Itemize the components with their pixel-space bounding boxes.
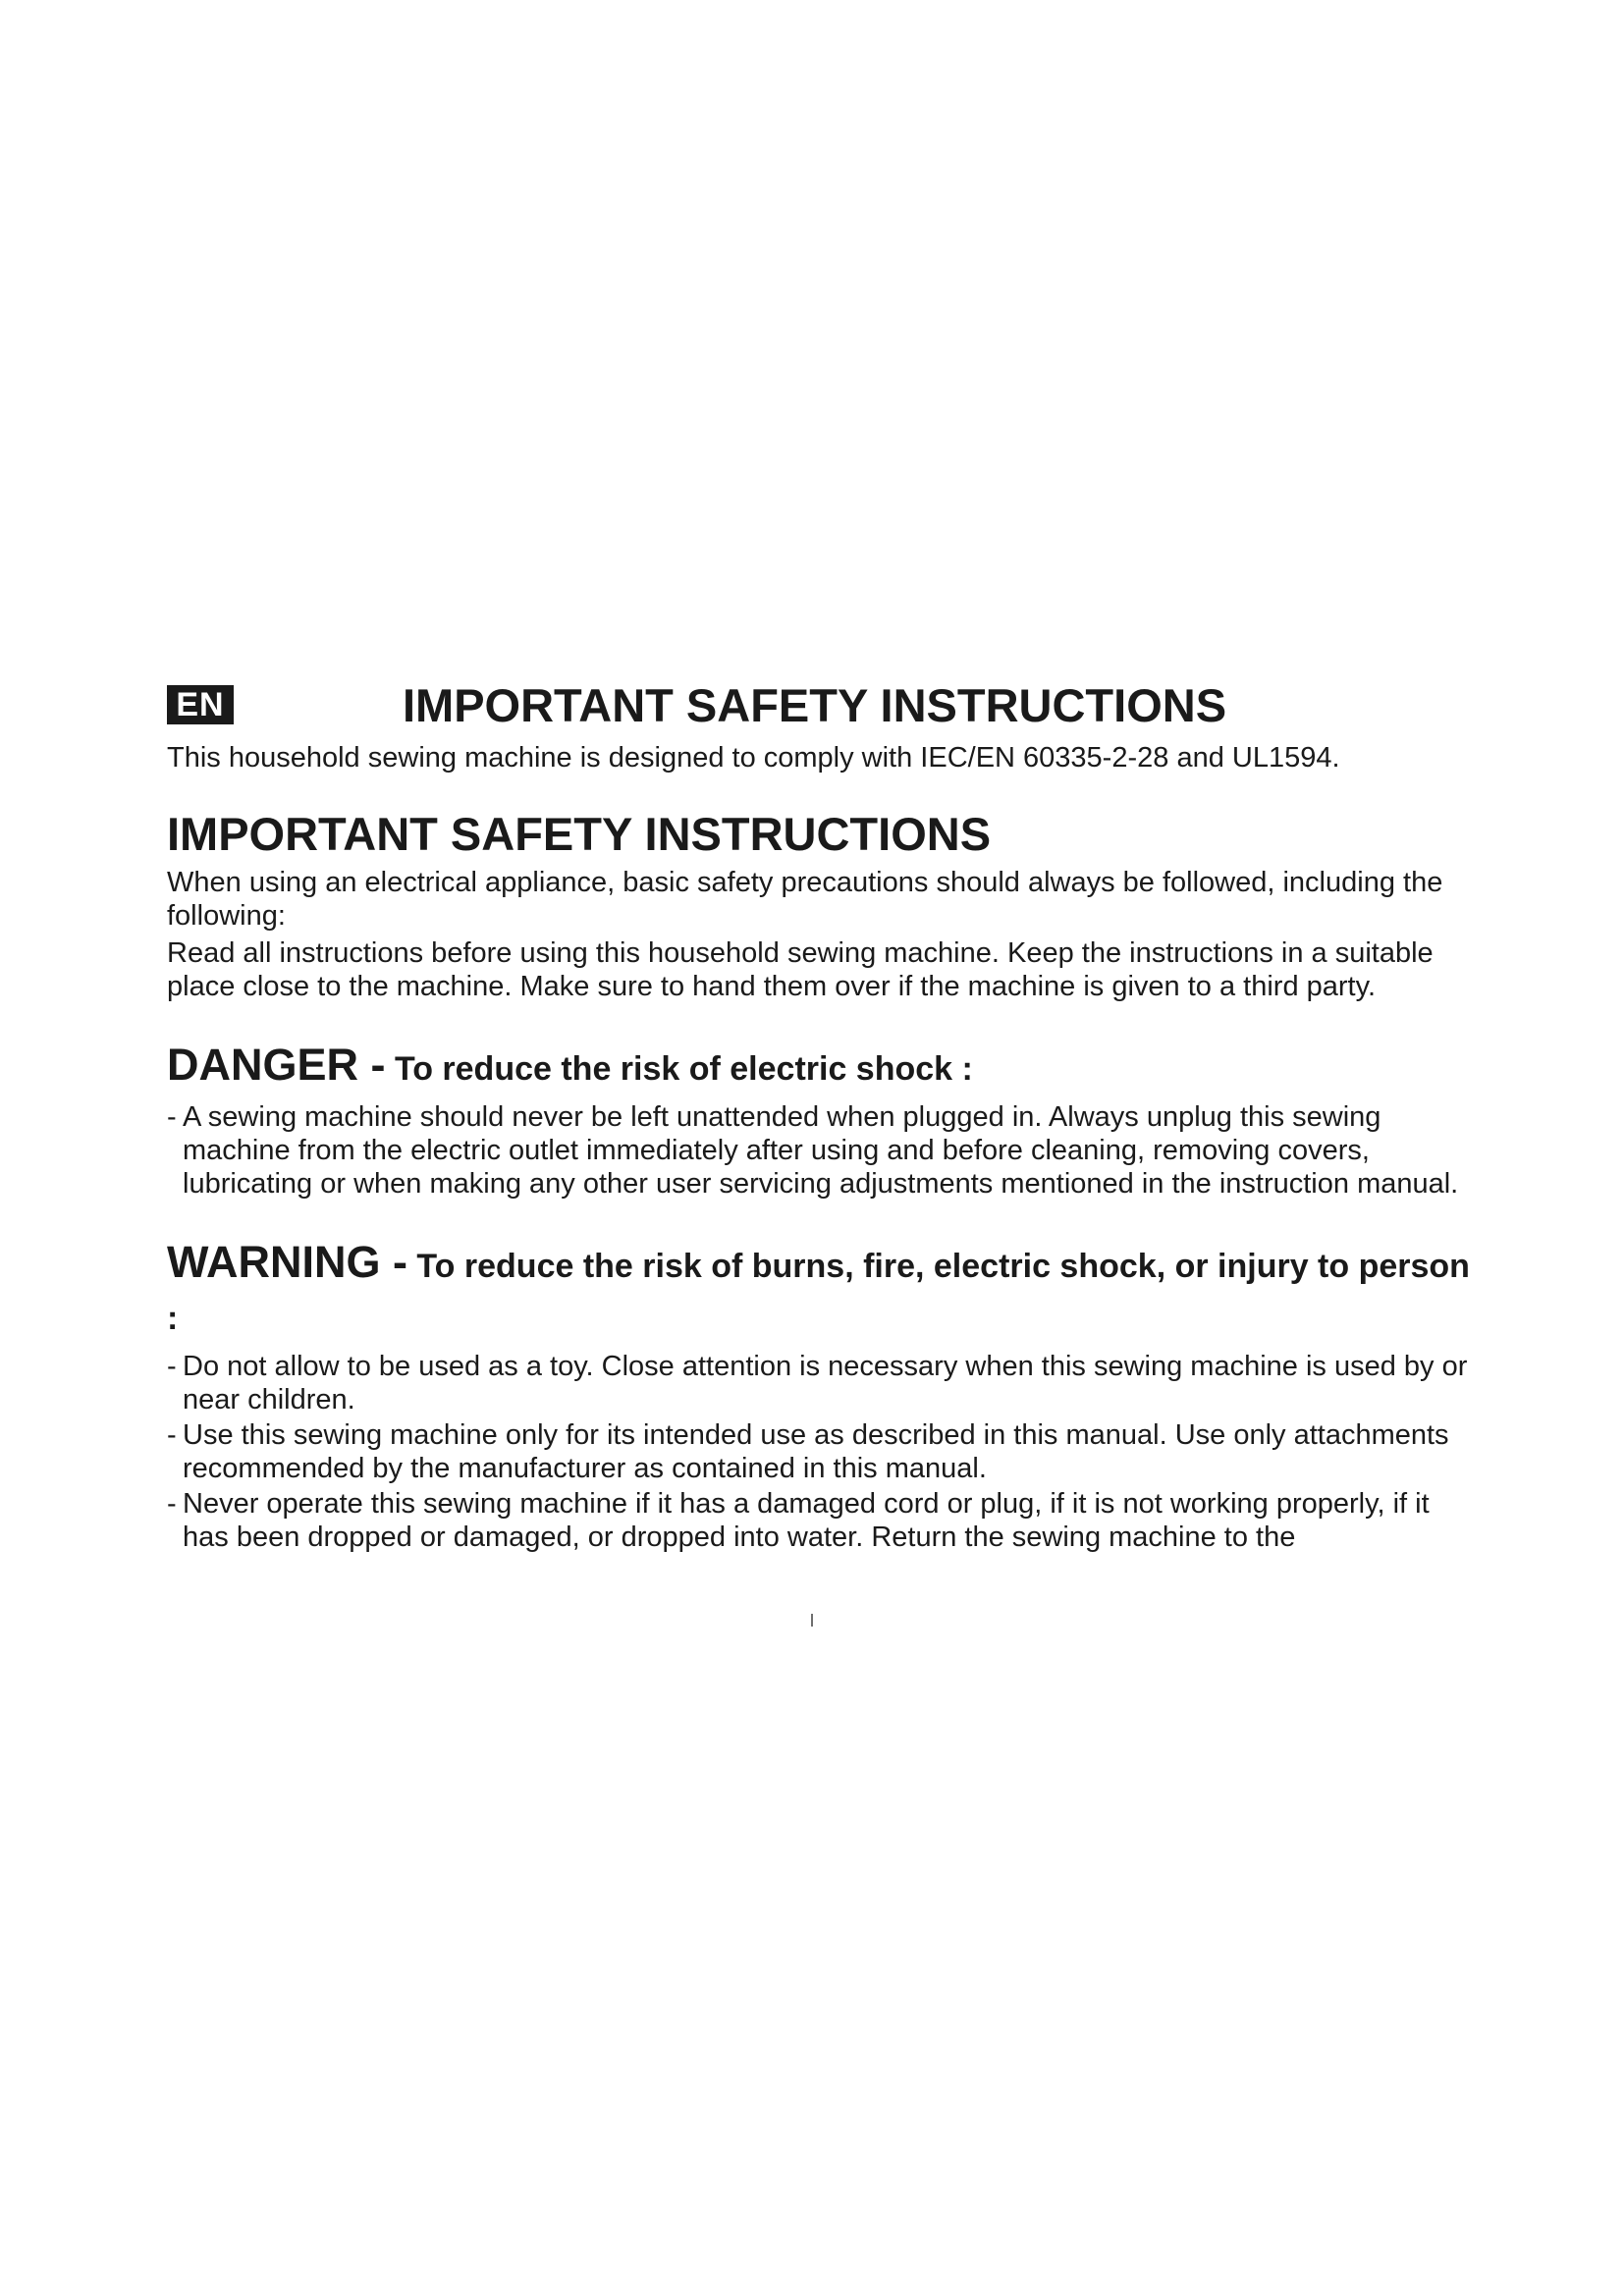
warning-keyword: WARNING - bbox=[167, 1237, 407, 1287]
warning-heading bbox=[167, 1237, 1483, 1348]
safety-paragraph-2: Read all instructions before using this household sewing machine. Keep the instructions in a suitable place close to the machine. Make sure to hand them over if the machine is given to a third party. bbox=[167, 937, 1434, 1002]
title-row bbox=[167, 677, 1483, 738]
warning-list bbox=[167, 1350, 1483, 1554]
danger-heading bbox=[167, 1042, 1483, 1098]
list-item: - A sewing machine should never be left unattended when plugged in. Always unplug this sewing machine from the electric outlet immediately after using and before cleaning, removing covers, lubricating or when making any other user servicing adjustments mentioned in the instruction manual. bbox=[167, 1101, 1459, 1200]
list-item: - Do not allow to be used as a toy. Close attention is necessary when this sewing machine is used by or near children. bbox=[167, 1351, 1468, 1415]
danger-list bbox=[167, 1100, 1483, 1201]
warning-heading-text: To reduce the risk of burns, fire, electric shock, or injury to person : bbox=[167, 1248, 1470, 1337]
page-content bbox=[167, 677, 1483, 1556]
page-title: IMPORTANT SAFETY INSTRUCTIONS bbox=[403, 679, 1227, 731]
warning-item-text: Never operate this sewing machine if it has a damaged cord or plug, if it is not working properly, if it has been dropped or damaged, or dropped into water. Return the sewing machine to the bbox=[183, 1488, 1430, 1553]
list-item: - Never operate this sewing machine if it has a damaged cord or plug, if it is not working properly, if it has been dropped or damaged, or dropped into water. Return the sewing machine to the bbox=[167, 1488, 1430, 1553]
section-heading: IMPORTANT SAFETY INSTRUCTIONS bbox=[167, 808, 992, 860]
page-number: I bbox=[809, 1611, 815, 1630]
danger-keyword: DANGER - bbox=[167, 1040, 386, 1090]
danger-heading-text: To reduce the risk of electric shock : bbox=[385, 1050, 973, 1088]
danger-item-text: A sewing machine should never be left unattended when plugged in. Always unplug this sewing machine from the electric outlet immediately after using and before cleaning, removing covers, lubricating or when making any other user servicing adjustments mentioned in the instruction manual. bbox=[183, 1101, 1459, 1200]
language-badge: EN bbox=[167, 685, 234, 724]
list-item: - Use this sewing machine only for its intended use as described in this manual. Use only attachments recommended by the manufacturer as contained in this manual. bbox=[167, 1419, 1449, 1484]
warning-item-text: Use this sewing machine only for its intended use as described in this manual. Use only attachments recommended by the manufacturer as contained in this manual. bbox=[183, 1419, 1449, 1484]
safety-paragraph-1: When using an electrical appliance, basic safety precautions should always be followed, including the following: bbox=[167, 867, 1443, 932]
compliance-statement: This household sewing machine is designed to comply with IEC/EN 60335-2-28 and UL1594. bbox=[167, 742, 1340, 774]
warning-item-text: Do not allow to be used as a toy. Close attention is necessary when this sewing machine is used by or near children. bbox=[183, 1351, 1468, 1415]
